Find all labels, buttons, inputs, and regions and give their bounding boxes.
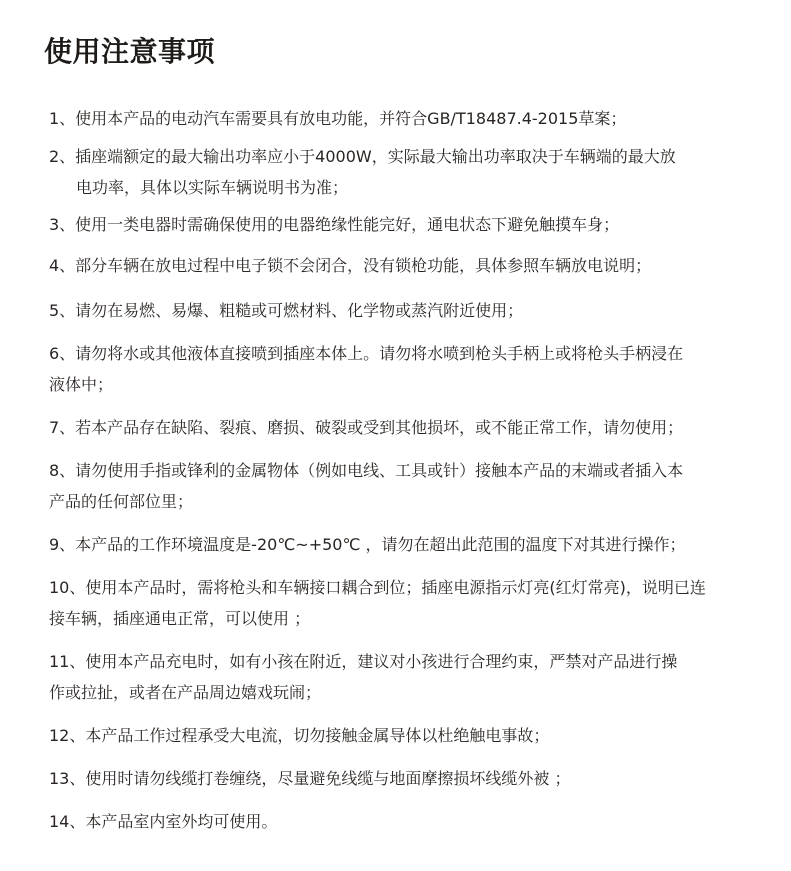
list-item xyxy=(49,806,277,837)
list-item-line: 电功率，具体以实际车辆说明书为准； xyxy=(76,178,349,197)
list-item xyxy=(49,763,570,794)
list-item-line: 6、请勿将水或其他液体直接喷到插座本体上。请勿将水喷到枪头手柄上或将枪头手柄浸在 xyxy=(49,344,684,363)
list-item-line: 2、插座端额定的最大输出功率应小于4000W，实际最大输出功率取决于车辆端的最大放 xyxy=(49,147,676,166)
list-item-line: 4、部分车辆在放电过程中电子锁不会闭合，没有锁枪功能，具体参照车辆放电说明； xyxy=(49,256,652,275)
list-item-line: 3、使用一类电器时需确保使用的电器绝缘性能完好，通电状态下避免触摸车身； xyxy=(49,215,620,234)
list-item-line: 产品的任何部位里； xyxy=(49,492,194,511)
list-item-line: 11、使用本产品充电时，如有小孩在附近，建议对小孩进行合理约束，严禁对产品进行操 xyxy=(49,652,678,671)
list-item-line: 7、若本产品存在缺陷、裂痕、磨损、破裂或受到其他损坏，或不能正常工作，请勿使用； xyxy=(49,418,684,437)
list-item xyxy=(49,572,706,634)
list-item-line: 9、本产品的工作环境温度是-20℃~+50℃ ，请勿在超出此范围的温度下对其进行操作； xyxy=(49,535,686,554)
list-item-line: 液体中； xyxy=(49,375,114,394)
list-item-line: 8、请勿使用手指或锋利的金属物体（例如电线、工具或针）接触本产品的末端或者插入本 xyxy=(49,461,684,480)
list-item-line: 接车辆，插座通电正常，可以使用 ； xyxy=(49,609,311,628)
list-item-line: 5、请勿在易燃、易爆、粗糙或可燃材料、化学物或蒸汽附近使用； xyxy=(49,301,524,320)
list-item xyxy=(49,412,683,443)
list-item xyxy=(49,529,686,560)
list-item xyxy=(49,338,683,400)
list-item xyxy=(49,209,619,240)
list-item xyxy=(49,646,677,708)
list-item xyxy=(49,720,549,751)
list-item-line: 13、使用时请勿线缆打卷缠绕，尽量避免线缆与地面摩擦损坏线缆外被 ； xyxy=(49,769,571,788)
page-title: 使用注意事项 xyxy=(44,35,216,68)
list-item-line: 1、使用本产品的电动汽车需要具有放电功能，并符合GB/T18487.4-2015草案； xyxy=(49,109,627,128)
list-item xyxy=(49,295,523,326)
list-item xyxy=(49,141,676,203)
list-item-line: 12、本产品工作过程承受大电流，切勿接触金属导体以杜绝触电事故； xyxy=(49,726,550,745)
list-item-line: 14、本产品室内室外均可使用。 xyxy=(49,812,278,831)
list-item-line: 10、使用本产品时，需将枪头和车辆接口耦合到位；插座电源指示灯亮(红灯常亮)，说明已连 xyxy=(49,578,706,597)
list-item xyxy=(49,103,626,134)
list-item xyxy=(49,455,683,517)
list-item-line: 作或拉扯，或者在产品周边嬉戏玩闹； xyxy=(49,683,322,702)
list-item xyxy=(49,250,651,281)
